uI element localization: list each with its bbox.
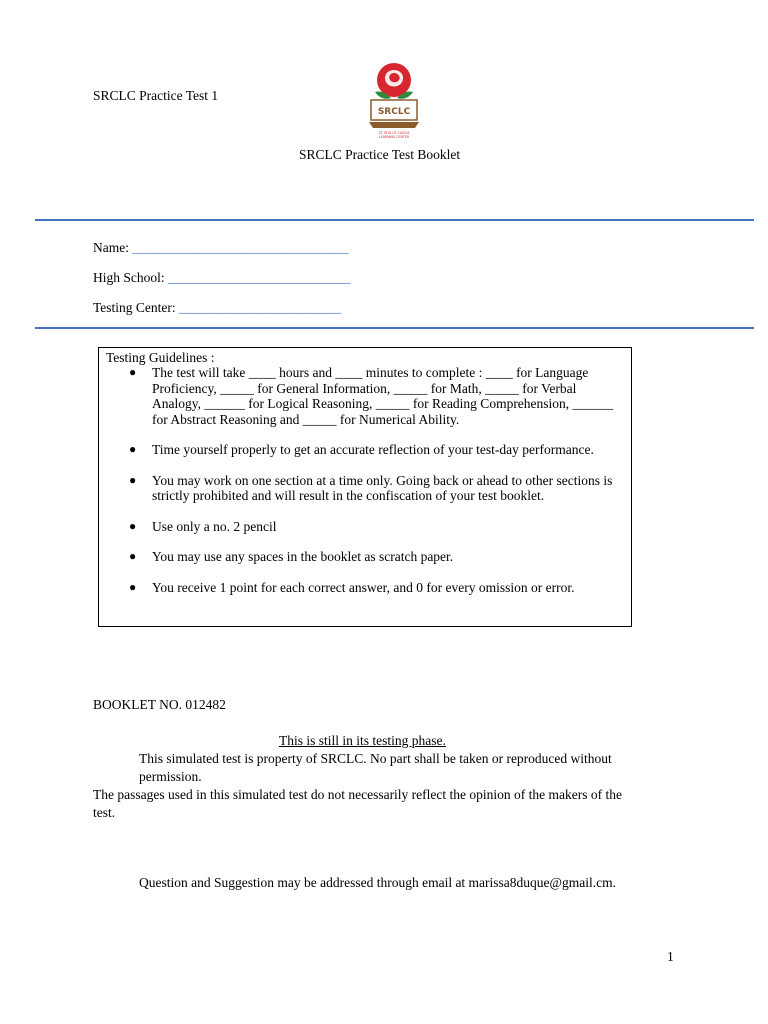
- bullet-icon: ●: [129, 365, 137, 379]
- srclc-logo: [365, 62, 423, 140]
- opinion-disclaimer-cont: test.: [93, 805, 116, 820]
- booklet-title: SRCLC Practice Test Booklet: [299, 147, 461, 162]
- guideline-item: ● You receive 1 point for each correct answer, and 0 for every omission or error.: [129, 579, 575, 595]
- testing-phase-heading: This is still in its testing phase.: [279, 733, 446, 748]
- high-school-field[interactable]: [93, 270, 350, 286]
- property-notice-cont: permission.: [139, 769, 202, 784]
- bullet-icon: ●: [129, 579, 137, 594]
- property-notice: This simulated test is property of SRCLC. No part shall be taken or reproduced without: [139, 751, 612, 766]
- testing-center-blank[interactable]: ________________________: [179, 300, 342, 315]
- guideline-item: ● Time yourself properly to get an accurate reflection of your test-day performance.: [129, 442, 594, 457]
- top-rule: [35, 219, 754, 221]
- name-field[interactable]: [93, 240, 348, 256]
- booklet-number: BOOKLET NO. 012482: [93, 697, 226, 712]
- guideline-item: ● You may use any spaces in the booklet as scratch paper.: [129, 549, 454, 564]
- guideline-item: ● You may work on one section at a time only. Going back or ahead to other sections is strictly prohibited and will result in the confiscation of your test booklet.: [129, 472, 613, 503]
- svg-text:ST. RITA OF CASCIA: ST. RITA OF CASCIA: [378, 131, 410, 135]
- bullet-icon: ●: [129, 518, 137, 533]
- guideline-item: ● The test will take ____ hours and ____ minutes to complete : ____ for Language Proficiency, _____ for General Information, _____ for Math, _____ for Verbal Analogy, ______ for Logical Reasoning, _____ for Reading Comprehension, ______ for Abstract Reasoning and _____ for Numerical Ability.: [129, 365, 614, 427]
- page-number: 1: [667, 949, 674, 964]
- name-blank[interactable]: ________________________________: [132, 240, 349, 255]
- guideline-item: ● Use only a no. 2 pencil: [129, 518, 277, 534]
- testing-guidelines-box: [98, 347, 632, 627]
- bullet-icon: ●: [129, 472, 137, 487]
- high-school-label: High School:: [93, 270, 165, 285]
- bottom-rule: [35, 327, 754, 329]
- testing-center-label: Testing Center:: [93, 300, 176, 315]
- guidelines-list: [99, 365, 631, 610]
- bullet-icon: ●: [129, 549, 137, 563]
- name-label: Name:: [93, 240, 129, 255]
- opinion-disclaimer: The passages used in this simulated test do not necessarily reflect the opinion of the makers of the: [93, 787, 622, 802]
- header-left-title: SRCLC Practice Test 1: [93, 88, 219, 103]
- bullet-icon: ●: [129, 442, 137, 456]
- guidelines-title: Testing Guidelines :: [106, 350, 215, 365]
- svg-text:LEARNING CENTER: LEARNING CENTER: [378, 135, 410, 139]
- contact-line: Question and Suggestion may be addressed through email at marissa8duque@gmail.cm.: [139, 875, 616, 890]
- svg-text:SRCLC: SRCLC: [377, 107, 411, 117]
- high-school-blank[interactable]: ___________________________: [168, 270, 351, 285]
- testing-center-field[interactable]: [93, 300, 341, 316]
